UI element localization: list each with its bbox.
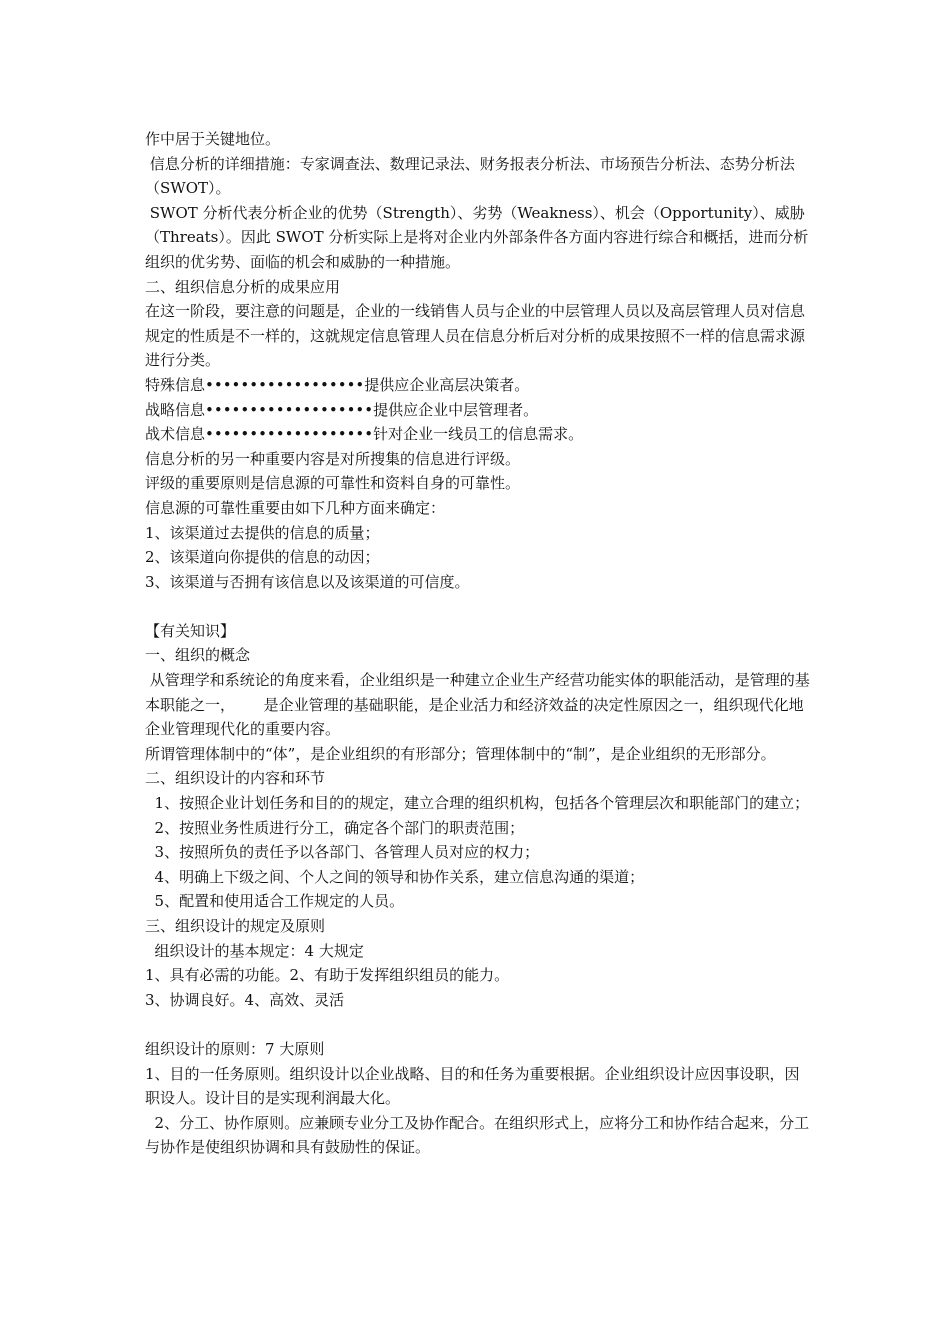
principle-1: 1、目的一任务原则。组织设计以企业战略、目的和任务为重要根据。企业组织设计应因事设职，因职设人。设计目的是实现利润最大化。 xyxy=(145,1064,800,1108)
paragraph-swot: SWOT 分析代表分析企业的优势（Strength）、劣势（Weakness）、机会（Opportunity）、威胁（Threats）。因此 SWOT 分析实际上是将对企业内外部条件各方面内容进行综合和概括，进而分析组织的优劣势、面临的机会和威胁的一种措施。 xyxy=(145,203,809,271)
paragraph-management-system: 所谓管理体制中的“体”，是企业组织的有形部分；管理体制中的“制”，是企业组织的无形部分。 xyxy=(145,744,776,763)
principle-2: 2、分工、协作原则。应兼顾专业分工及协作配合。在组织形式上，应将分工和协作结合起来，分工与协作是使组织协调和具有鼓励性的保证。 xyxy=(145,1113,810,1157)
rules-line-2: 3、协调良好。4、高效、灵活 xyxy=(145,990,345,1009)
line-strategic-info: 战略信息•••••••••••••••••••提供应企业中层管理者。 xyxy=(145,400,539,419)
paragraph-source-reliability: 信息源的可靠性重要由如下几种方面来确定： xyxy=(145,498,446,517)
blank-line xyxy=(145,594,810,619)
list-item-2: 2、该渠道向你提供的信息的动因； xyxy=(145,548,380,567)
paragraph-analysis-methods: 信息分析的详细措施：专家调查法、数理记录法、财务报表分析法、市场预告分析法、态势分析法（SWOT）。 xyxy=(145,154,795,198)
heading-design-rules: 三、组织设计的规定及原则 xyxy=(145,917,326,935)
heading-design-principles: 组织设计的原则：7 大原则 xyxy=(145,1039,325,1058)
list-item-design-5: 5、配置和使用适合工作规定的人员。 xyxy=(145,892,405,911)
list-item-3: 3、该渠道与否拥有该信息以及该渠道的可信度。 xyxy=(145,572,470,591)
heading-org-design-content: 二、组织设计的内容和环节 xyxy=(145,769,326,788)
list-item-design-2: 2、按照业务性质进行分工，确定各个部门的职责范围； xyxy=(145,818,525,837)
paragraph-key-position: 作中居于关键地位。 xyxy=(145,130,281,148)
heading-org-concept: 一、组织的概念 xyxy=(145,646,251,665)
paragraph-basic-rules: 组织设计的基本规定：4 大规定 xyxy=(145,941,364,960)
paragraph-rating: 信息分析的另一种重要内容是对所搜集的信息进行评级。 xyxy=(145,449,521,468)
heading-related-knowledge: 【有关知识】 xyxy=(145,621,236,640)
document-page xyxy=(145,127,810,1160)
list-item-design-1: 1、按照企业计划任务和目的的规定，建立合理的组织机构，包括各个管理层次和职能部门的建立； xyxy=(145,794,810,813)
paragraph-org-concept: 从管理学和系统论的角度来看，企业组织是一种建立企业生产经营功能实体的职能活动，是管理的基本职能之一， 是企业管理的基础职能，是企业活力和经济效益的决定性原因之一，组织现代化地企业管理现代化的重要内容。 xyxy=(145,671,810,739)
line-tactical-info: 战术信息•••••••••••••••••••针对企业一线员工的信息需求。 xyxy=(145,425,584,444)
list-item-design-4: 4、明确上下级之间、个人之间的领导和协作关系，建立信息沟通的渠道； xyxy=(145,867,645,886)
heading-analysis-results: 二、组织信息分析的成果应用 xyxy=(145,277,341,296)
blank-line xyxy=(145,1012,810,1037)
line-special-info: 特殊信息••••••••••••••••••提供应企业高层决策者。 xyxy=(145,375,530,394)
rules-line-1: 1、具有必需的功能。2、有助于发挥组织组员的能力。 xyxy=(145,966,510,985)
paragraph-rating-principle: 评级的重要原则是信息源的可靠性和资料自身的可靠性。 xyxy=(145,474,521,493)
paragraph-stage-notes: 在这一阶段，要注意的问题是，企业的一线销售人员与企业的中层管理人员以及高层管理人员对信息规定的性质是不一样的，这就规定信息管理人员在信息分析后对分析的成果按照不一样的信息需求源进行分类。 xyxy=(145,302,806,370)
list-item-design-3: 3、按照所负的责任予以各部门、各管理人员对应的权力； xyxy=(145,843,540,862)
list-item-1: 1、该渠道过去提供的信息的质量； xyxy=(145,523,380,542)
